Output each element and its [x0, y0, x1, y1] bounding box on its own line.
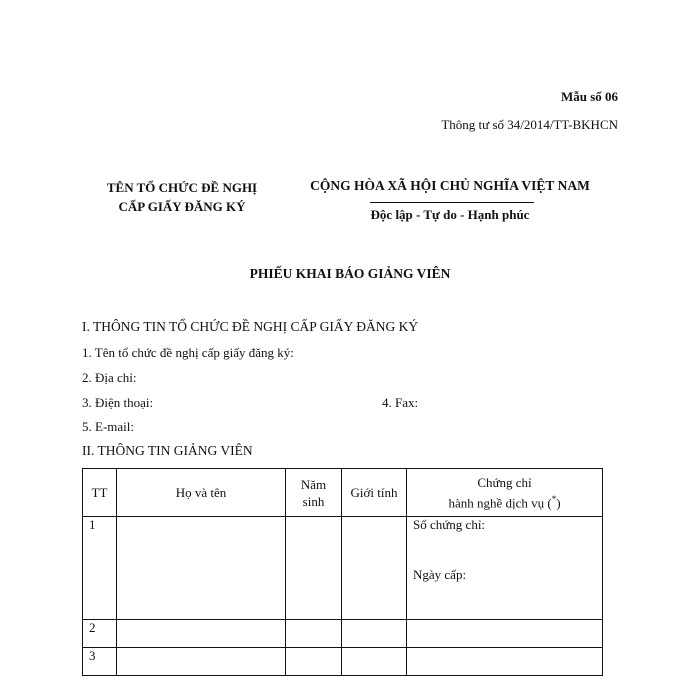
- cell-birth-year[interactable]: [286, 620, 342, 648]
- field-phone: 3. Điện thoại:: [82, 395, 154, 410]
- table-row: [83, 620, 603, 648]
- cert-date-label: Ngày cấp:: [413, 567, 467, 582]
- cell-tt: 3: [83, 648, 117, 676]
- field-email: 5. E-mail:: [82, 419, 134, 434]
- motto-divider: [370, 202, 534, 203]
- field-org-name: 1. Tên tổ chức đề nghị cấp giấy đăng ký:: [82, 345, 294, 360]
- header-cert-close: ): [556, 495, 561, 511]
- cell-gender[interactable]: [342, 620, 407, 648]
- header-birth-line2: sinh: [302, 493, 325, 509]
- cell-certificate[interactable]: [407, 620, 603, 648]
- header-cert-footnote-mark: *: [551, 493, 557, 504]
- table-row: [83, 648, 603, 676]
- org-title-line1: TÊN TỔ CHỨC ĐỀ NGHỊ: [106, 180, 258, 195]
- header-birth-year: [286, 469, 342, 517]
- cell-tt: 1: [83, 517, 117, 620]
- form-number: Mẫu số 06: [560, 89, 618, 104]
- header-name: Họ và tên: [117, 469, 286, 517]
- nation-title: CỘNG HÒA XÃ HỘI CHỦ NGHĨA VIỆT NAM: [310, 178, 590, 193]
- cell-birth-year[interactable]: [286, 648, 342, 676]
- cell-tt: 2: [83, 620, 117, 648]
- header-cert-line2: hành nghề dịch vụ (: [448, 495, 552, 511]
- cell-name[interactable]: [117, 517, 286, 620]
- header-certificate: [407, 469, 603, 517]
- cell-certificate[interactable]: [407, 648, 603, 676]
- circular-reference: Thông tư số 34/2014/TT-BKHCN: [441, 117, 618, 132]
- org-title-line2: CẤP GIẤY ĐĂNG KÝ: [118, 199, 246, 214]
- cell-name[interactable]: [117, 648, 286, 676]
- lecturer-table: [82, 468, 603, 676]
- cert-number-label: Số chứng chỉ:: [413, 517, 486, 532]
- section1-heading: I. THÔNG TIN TỔ CHỨC ĐỀ NGHỊ CẤP GIẤY ĐĂNG KÝ: [82, 319, 419, 334]
- cell-birth-year[interactable]: [286, 517, 342, 620]
- header-gender: Giới tính: [342, 469, 407, 517]
- table-header-row: [83, 469, 603, 517]
- cell-name[interactable]: [117, 620, 286, 648]
- org-title: [92, 178, 272, 216]
- header-tt: TT: [83, 469, 117, 517]
- cell-certificate[interactable]: [407, 517, 603, 620]
- section2-heading: II. THÔNG TIN GIẢNG VIÊN: [82, 443, 253, 458]
- field-fax: 4. Fax:: [382, 395, 419, 410]
- cell-gender[interactable]: [342, 648, 407, 676]
- field-address: 2. Địa chỉ:: [82, 370, 137, 385]
- header-birth-line1: Năm: [300, 476, 327, 492]
- header-cert-line1: Chứng chỉ: [477, 474, 532, 490]
- cell-gender[interactable]: [342, 517, 407, 620]
- motto: Độc lập - Tự do - Hạnh phúc: [370, 207, 530, 222]
- table-row: [83, 517, 603, 620]
- document-title: PHIẾU KHAI BÁO GIẢNG VIÊN: [249, 266, 451, 281]
